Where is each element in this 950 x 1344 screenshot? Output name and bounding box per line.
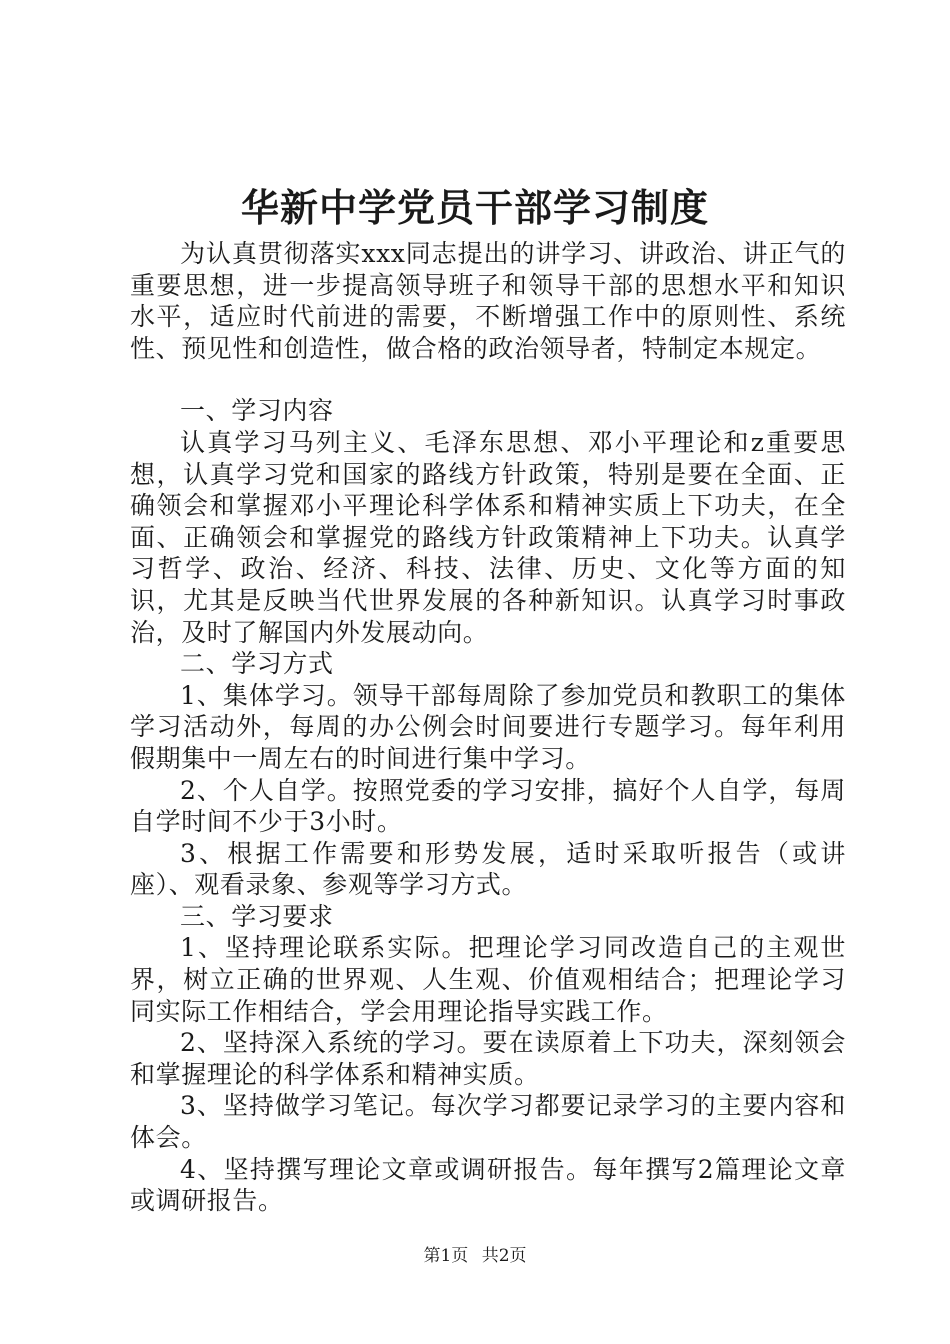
document-body <box>130 238 846 1217</box>
requirement-paragraph-4: 4、坚持撰写理论文章或调研报告。每年撰写2篇理论文章或调研报告。 <box>130 1154 846 1216</box>
requirement-paragraph-1: 1、坚持理论联系实际。把理论学习同改造自己的主观世界，树立正确的世界观、人生观、价值观相结合；把理论学习同实际工作相结合，学会用理论指导实践工作。 <box>130 933 846 1026</box>
section-heading-method: 二、学习方式 <box>180 649 334 679</box>
method-paragraph-3: 3、根据工作需要和形势发展，适时采取听报告（或讲座）、观看录象、参观等学习方式。 <box>130 838 846 900</box>
content-paragraph: 认真学习马列主义、毛泽东思想、邓小平理论和z重要思想，认真学习党和国家的路线方针政策，特别是要在全面、正确领会和掌握邓小平理论科学体系和精神实质上下功夫，在全面、正确领会和掌握党的路线方针政策精神上下功夫。认真学习哲学、政治、经济、科技、法律、历史、文化等方面的知识，尤其是反映当代世界发展的各种新知识。认真学习时事政治，及时了解国内外发展动向。 <box>130 427 846 647</box>
method-paragraph-2: 2、个人自学。按照党委的学习安排，搞好个人自学，每周自学时间不少于3小时。 <box>130 775 846 837</box>
page-footer <box>0 1244 950 1268</box>
intro-paragraph: 为认真贯彻落实xxx同志提出的讲学习、讲政治、讲正气的重要思想，进一步提高领导班子和领导干部的思想水平和知识水平，适应时代前进的需要，不断增强工作中的原则性、系统性、预见性和创造性，做合格的政治领导者，特制定本规定。 <box>130 239 846 363</box>
section-heading-content: 一、学习内容 <box>180 396 334 426</box>
requirement-paragraph-3: 3、坚持做学习笔记。每次学习都要记录学习的主要内容和体会。 <box>130 1091 846 1153</box>
page-number: 第1页 <box>423 1246 469 1266</box>
method-paragraph-1: 1、集体学习。领导干部每周除了参加党员和教职工的集体学习活动外，每周的办公例会时间要进行专题学习。每年利用假期集中一周左右的时间进行集中学习。 <box>130 680 846 773</box>
requirement-paragraph-2: 2、坚持深入系统的学习。要在读原着上下功夫，深刻领会和掌握理论的科学体系和精神实质。 <box>130 1028 846 1089</box>
page-total: 共2页 <box>481 1246 527 1266</box>
section-heading-requirements: 三、学习要求 <box>180 901 334 931</box>
paragraph-gap <box>130 364 846 395</box>
document-title: 华新中学党员干部学习制度 <box>240 185 709 230</box>
